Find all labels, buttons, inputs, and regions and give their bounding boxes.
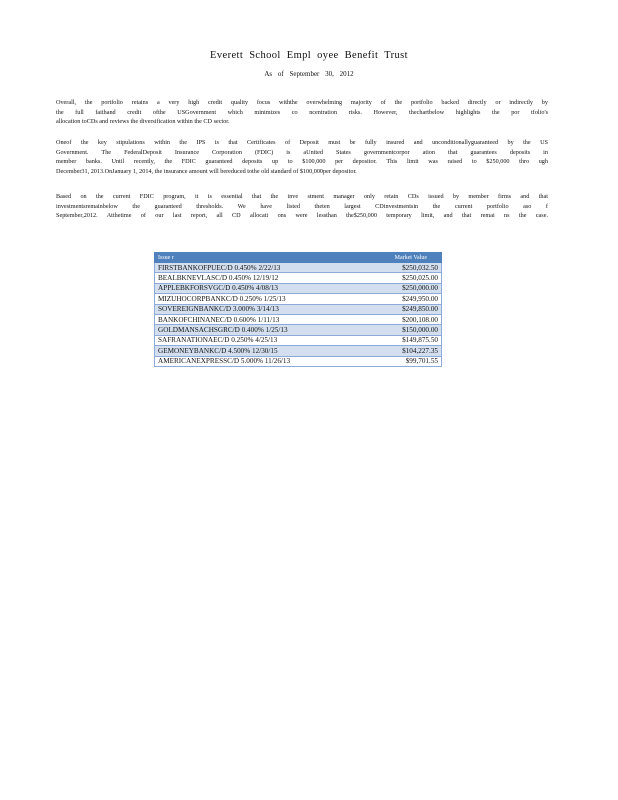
market-value-cell: $250,032.50 — [365, 263, 442, 273]
paragraph-line: Oneof the key stipulations within the IPS is that Certificates of Deposit must be fully insured and unconditionallyguaranteed by the US — [56, 139, 548, 146]
paragraph-line: investmentsremainbelow the guaranteed thresholds. We have listed theten largest CDinvestmentsin the current portfolio aso f — [56, 202, 548, 210]
issuer-cell: AMERICANEXPRESSC/D 5.000% 11/26/13 — [155, 356, 365, 366]
paragraph-line: December31, 2013.OnJanuary 1, 2014, the insurance amount will bereduced tothe old standard of $100,000per depositor. — [56, 167, 357, 175]
market-value-cell: $150,000.00 — [365, 325, 442, 335]
issuer-cell: GEMONEYBANKC/D 4.500% 12/30/15 — [155, 346, 365, 356]
paragraph-line: allocation toCDs and reviews the diversification within the CD sector. — [56, 118, 230, 126]
issuer-cell: FIRSTBANKOFPUEC/D 0.450% 2/22/13 — [155, 263, 365, 273]
table-row — [155, 356, 442, 366]
issuer-cell: GOLDMANSACHSGRC/D 0.400% 1/25/13 — [155, 325, 365, 335]
market-value-cell: $250,025.00 — [365, 273, 442, 283]
table-row — [155, 294, 442, 304]
table-row — [155, 304, 442, 314]
table-header-row — [155, 253, 442, 263]
document-date: As of September 30, 2012 — [264, 70, 354, 78]
table-row — [155, 283, 442, 293]
paragraph-line: Overall, the portfolio retains a very high credit quality focus withthe overwhelming majority of the portfolio backed directly or indirectly by — [56, 99, 548, 106]
paragraph-line: Government. The FederalDeposit Insurance Corporation (FDIC) is aUnited States governmentcorpor ation that guarantees deposits in — [56, 148, 548, 156]
market-value-cell: $200,108.00 — [365, 314, 442, 324]
table-row — [155, 346, 442, 356]
market-value-cell: $99,701.55 — [365, 356, 442, 366]
document-title: Everett School Empl oyee Benefit Trust — [210, 50, 408, 61]
cd-holdings-table — [154, 252, 442, 367]
market-value-cell: $250,000.00 — [365, 283, 442, 293]
column-header-issuer: Issue r — [155, 253, 365, 263]
issuer-cell: BEALBKNEVLASC/D 0.450% 12/19/12 — [155, 273, 365, 283]
paragraph-fdic-stipulations — [56, 138, 548, 176]
issuer-cell: APPLEBKFORSVGC/D 0.450% 4/08/13 — [155, 283, 365, 293]
market-value-cell: $149,875.50 — [365, 335, 442, 345]
market-value-cell: $104,227.35 — [365, 346, 442, 356]
paragraph-line: Based on the current FDIC program, it is essential that the inve stment manager only retain CDs issued by member firms and that — [56, 193, 548, 200]
table-row — [155, 335, 442, 345]
market-value-cell: $249,950.00 — [365, 294, 442, 304]
table-row — [155, 273, 442, 283]
issuer-cell: SOVEREIGNBANKC/D 3.000% 3/14/13 — [155, 304, 365, 314]
paragraph-line: member banks. Until recently, the FDIC guaranteed deposits up to $100,000 per depositor. This limit was raised to $250,000 thro ugh — [56, 158, 548, 166]
issuer-cell: SAFRANATIONAEC/D 0.250% 4/25/13 — [155, 335, 365, 345]
table-row — [155, 325, 442, 335]
paragraph-line: the full faithand credit ofthe USGovernment which minimizes co ncentration risks. However, thechartbelow highlights the por tfolio's — [56, 108, 548, 116]
issuer-cell: BANKOFCHINANEC/D 0.600% 1/11/13 — [155, 314, 365, 324]
market-value-cell: $249,850.00 — [365, 304, 442, 314]
column-header-market-value: Market Value — [365, 253, 442, 263]
paragraph-line: September,2012. Atthetime of our last report, all CD allocati ons were lessthan the$250,000 temporary limit, and that remai ns the case. — [56, 212, 548, 220]
table-row — [155, 263, 442, 273]
table-row — [155, 314, 442, 324]
issuer-cell: MIZUHOCORPBANKC/D 0.250% 1/25/13 — [155, 294, 365, 304]
paragraph-portfolio-quality — [56, 98, 548, 127]
paragraph-fdic-program — [56, 192, 548, 221]
